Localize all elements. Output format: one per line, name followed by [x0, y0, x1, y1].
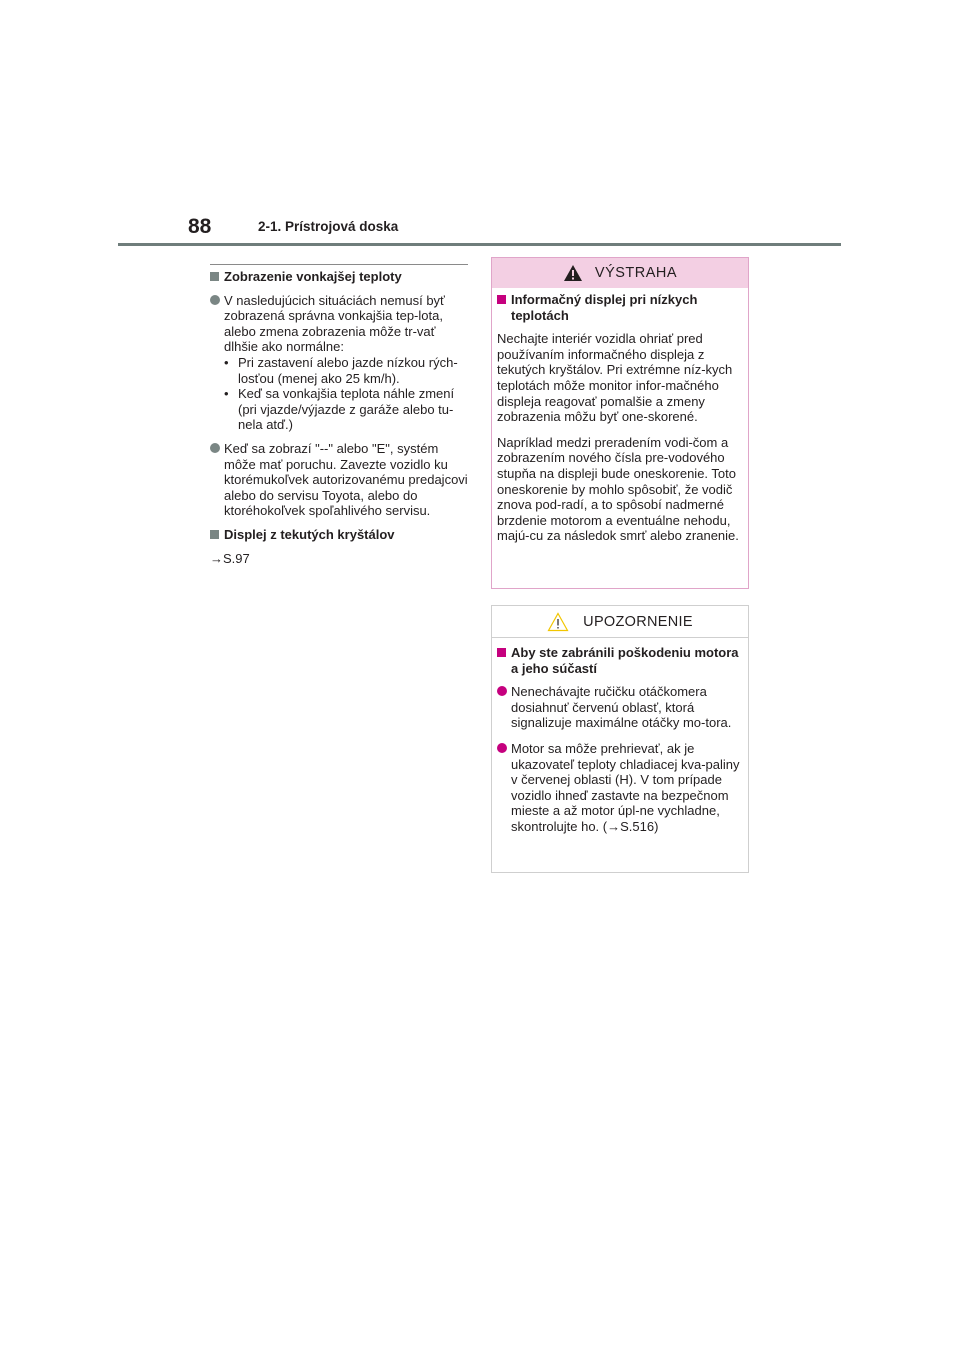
- heading-text: Displej z tekutých kryštálov: [224, 526, 395, 542]
- heading-outside-temperature: [210, 269, 468, 285]
- caution-box: [491, 605, 749, 873]
- warning-title: VÝSTRAHA: [594, 265, 678, 281]
- caution-body: [492, 638, 748, 835]
- caution-bullet-text: Nenechávajte ručičku otáčkomera dosiahnuť červenú oblasť, ktorá signalizuje maximálne otáčky mo-tora.: [511, 684, 732, 731]
- square-bullet-icon: [210, 530, 219, 539]
- sub-item-text: Keď sa vonkajšia teplota náhle zmení (pri vjazde/výjazde z garáže alebo tu-nela atď.): [238, 386, 455, 433]
- circle-bullet-icon: [497, 743, 507, 753]
- bullet-item: [210, 441, 468, 519]
- heading-lcd: [210, 527, 468, 543]
- caution-header: [492, 606, 748, 638]
- caution-triangle-icon: [547, 612, 569, 632]
- caution-bullet-text: Motor sa môže prehrievať, ak je ukazovateľ teploty chladiacej kva-paliny v červenej oblasti (H). V tom prípade vozidlo ihneď zastavte na bezpečnom mieste a až motor úpl-ne vychladne, skontrolujte ho. (→S.516): [511, 740, 740, 834]
- caution-bullet: [497, 684, 743, 731]
- circle-bullet-icon: [210, 295, 220, 305]
- heading-rule: [210, 264, 468, 265]
- section-title: 2-1. Prístrojová doska: [258, 219, 399, 234]
- circle-bullet-icon: [210, 443, 220, 453]
- warning-triangle-icon: [563, 264, 583, 282]
- heading-text: Zobrazenie vonkajšej teploty: [224, 269, 402, 284]
- sub-item-text: Pri zastavení alebo jazde nízkou rých-losťou (menej ako 25 km/h).: [238, 354, 458, 386]
- caution-heading: [497, 645, 743, 676]
- warning-body: [492, 288, 748, 544]
- sub-bullet-icon: •: [224, 354, 229, 370]
- bullet-item: [210, 293, 468, 355]
- square-bullet-icon: [497, 648, 506, 657]
- square-bullet-icon: [497, 295, 506, 304]
- sub-bullet-icon: •: [224, 386, 229, 402]
- warning-heading: [497, 292, 743, 323]
- caution-heading-text: Aby ste zabránili poškodeniu motora a jeho súčastí: [511, 645, 739, 676]
- warning-paragraph: Nechajte interiér vozidla ohriať pred používaním informačného displeja z tekutých kryštálov. Pri extrémne níz-kych teplotách môže monitor infor-mačného displeja reagovať pomalšie a zmeny zobrazenia môžu byť one-skorené.: [497, 331, 733, 425]
- left-column: [210, 264, 468, 566]
- sub-item: [210, 355, 468, 386]
- warning-paragraph: Napríklad medzi preradením vodi-čom a zobrazením nového čísla pre-vodového stupňa na displeji bude oneskorenie. Toto oneskorenie by mohlo spôsobiť, že vodič znova pod-radí, a to spôsobí nadmerné brzdenie motorom a eventuálne nehodu, majú-cu za následok smrť alebo zranenie.: [497, 434, 739, 544]
- warning-box: [491, 257, 749, 589]
- page-reference-link[interactable]: →S.97: [210, 550, 250, 566]
- caution-bullet: [497, 741, 743, 835]
- circle-bullet-icon: [497, 686, 507, 696]
- warning-heading-text: Informačný displej pri nízkych teplotách: [511, 292, 698, 323]
- bullet-text: V nasledujúcich situáciách nemusí byť zobrazená správna vonkajšia tep-lota, alebo zmena zobrazenia môže tr-vať dlhšie ako normálne:: [224, 292, 445, 355]
- page-number: 88: [188, 215, 212, 238]
- warning-header: [492, 258, 748, 288]
- square-bullet-icon: [210, 272, 219, 281]
- header-rule: [118, 243, 841, 246]
- sub-item: [210, 386, 468, 433]
- caution-title: UPOZORNENIE: [583, 613, 693, 630]
- bullet-text: Keď sa zobrazí "--" alebo "E", systém môže mať poruchu. Zavezte vozidlo ku ktorémukoľvek autorizovanému predajcovi alebo do servisu Toyota, alebo do ktoréhokoľvek spoľahlivého servisu.: [224, 440, 468, 519]
